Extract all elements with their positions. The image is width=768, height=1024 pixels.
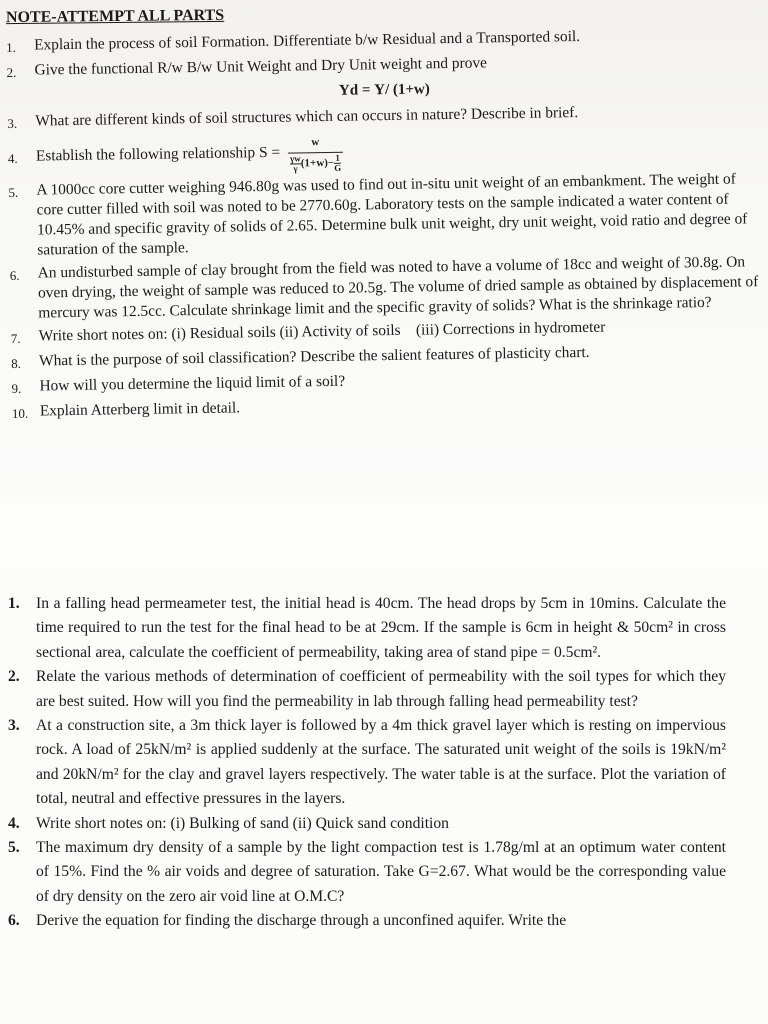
question-2-1: 1. In a falling head permeameter test, the initial head is 40cm. The head drops by 5cm in 10mins. Calculate the time required to run the test for the final head to be at 29cm. If the sample is 6cm in height & 50cm² in cross sectional area, calculate the coefficient of permeability, taking area of stand pipe = 0.5cm². — [8, 595, 726, 661]
page-header: NOTE-ATTEMPT ALL PARTS — [5, 6, 225, 27]
question-2-5: 5. The maximum dry density of a sample by the light compaction test is 1.78g/ml at an optimum water content of 15%. Find the % air voids and degree of saturation. Take G=2.67. What would be the corresponding value of dry density on the zero air void line at O.M.C? — [8, 839, 726, 905]
saturation-fraction: w $\frac{\gamma w}{\gamma}$ (1+w)− $\frac{1}{G}$ — [288, 132, 344, 174]
question-7: 7. Write short notes on: (i) Residual soils (ii) Activity of soils (iii) Corrections in hydrometer — [10, 318, 606, 346]
question-10: 10. Explain Atterberg limit in detail. — [11, 399, 241, 421]
question-2-2: 2. Relate the various methods of determination of coefficient of permeability with the soil types for which they are best suited. How will you find the permeability in lab through falling head permeability test? — [8, 668, 726, 710]
question-9: 9. How will you determine the liquid limit of a soil? — [11, 372, 346, 396]
relationship-text: Establish the following relationship S = — [35, 143, 281, 165]
page-gap — [0, 500, 768, 570]
question-3: 3. What are different kinds of soil structures which can occurs in nature? Describe in brief. — [7, 104, 579, 131]
question-list-2 — [8, 592, 726, 934]
question-6: 6. An undisturbed sample of clay brought from the field was noted to have a volume of 18cc and weight of 30.8g. On oven drying, the weight of sample was reduced to 20.5g. The volume of dried sample as obtained by displacement of mercury was 12.5cc. Calculate shrinkage limit and the specific gravity of solids? What is the shrinkage ratio? — [9, 253, 759, 322]
question-4: 4. Establish the following relationship S = w $\frac{\gamma w}{\gamma}$ (1+w)− $\frac{1}{G}$ — [8, 125, 764, 178]
question-1: 1. Explain the process of soil Formation. Differentiate b/w Residual and a Transported soil. — [6, 27, 581, 55]
question-5: 5. A 1000cc core cutter weighing 946.80g was used to find out in-situ unit weight of an embankment. The weight of core cutter filled with soil was noted to be 2770.60g. Laboratory tests on the sample indicated a water content of 10.45% and specific gravity of solids of 2.65. Determine bulk unit weight, dry unit weight, void ratio and degree of saturation of the sample. — [8, 170, 748, 259]
question-2-6: 6. Derive the equation for finding the discharge through a unconfined aquifer. Write the — [8, 912, 567, 930]
dry-unit-weight-formula: Υd = Υ/ (1+w) — [338, 81, 430, 99]
question-2-3: 3. At a construction site, a 3m thick layer is followed by a 4m thick gravel layer which is resting on impervious rock. A load of 25kN/m² is applied suddenly at the surface. The saturated unit weight of the soils is 19kN/m² and 20kN/m² for the clay and gravel layers respectively. The water table is at the surface. Plot the variation of total, neutral and effective pressures in the layers. — [8, 717, 726, 808]
question-8: 8. What is the purpose of soil classification? Describe the salient features of plasticity chart. — [11, 343, 590, 371]
question-2: 2. Give the functional R/w B/w Unit Weight and Dry Unit weight and prove — [6, 54, 488, 80]
question-2-4: 4. Write short notes on: (i) Bulking of sand (ii) Quick sand condition — [8, 814, 449, 832]
question-list-1 — [6, 24, 767, 427]
